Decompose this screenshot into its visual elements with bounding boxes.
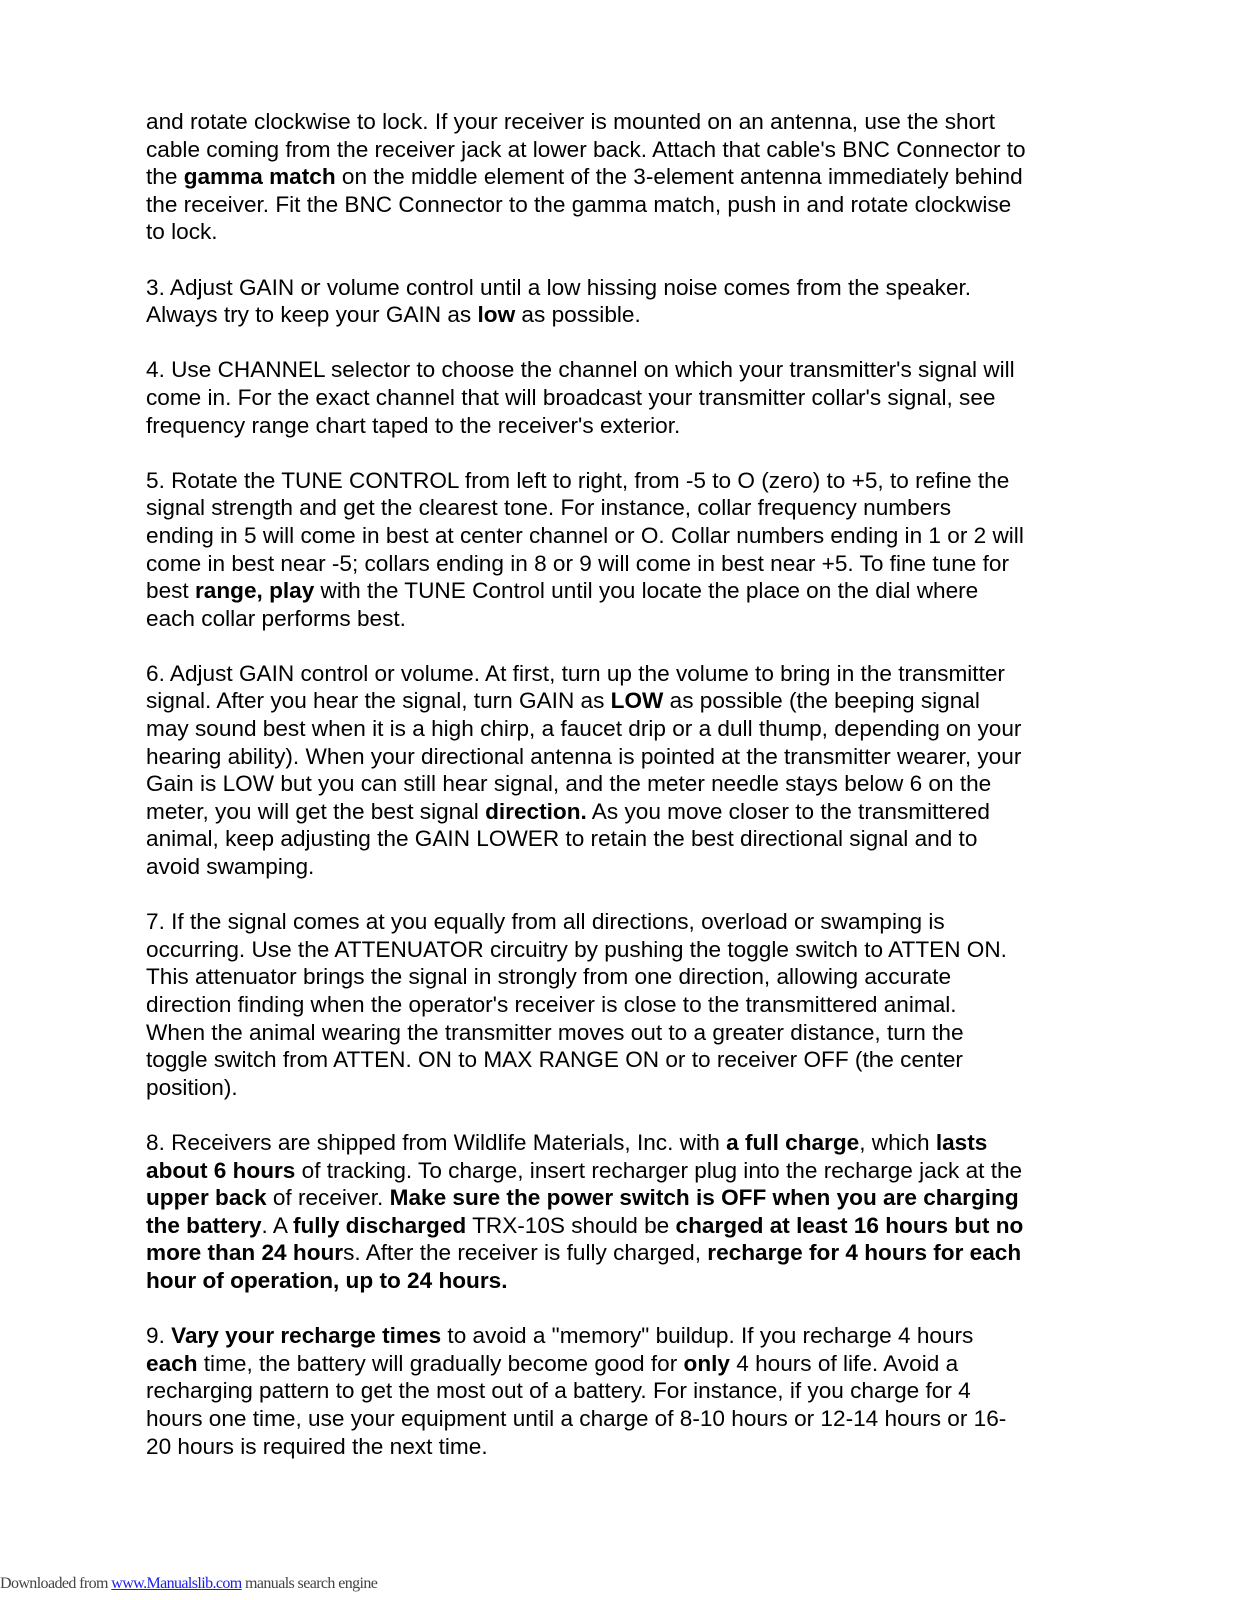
bold-text: Make sure the power switch is OFF when you are charging [389, 1185, 1019, 1211]
text-line [146, 218, 1096, 246]
text-run: of receiver. [266, 1185, 390, 1211]
paragraph-3 [146, 356, 1096, 439]
text-run: of tracking. To charge, insert recharger plug into the recharge jack at the [295, 1157, 1023, 1183]
text-run: 8. Receivers are shipped from Wildlife Materials, Inc. with [146, 1129, 727, 1155]
text-run: meter, you will get the best signal [146, 798, 486, 824]
bold-text: direction. [485, 798, 587, 824]
paragraph-4 [146, 467, 1096, 633]
manual-body-text [146, 108, 1096, 1460]
text-line [146, 1350, 1096, 1378]
bold-text: about 6 hours [146, 1157, 296, 1183]
bold-text: low [477, 302, 516, 328]
bold-text: gamma match [183, 164, 336, 190]
text-line [146, 191, 1096, 219]
text-line [146, 1046, 1096, 1074]
text-run: 4 hours of life. Avoid a [729, 1350, 959, 1376]
text-run: , which [859, 1129, 936, 1155]
text-line [146, 991, 1096, 1019]
text-run: This attenuator brings the signal in strongly from one direction, allowing accurate [146, 964, 952, 990]
text-line [146, 1239, 1096, 1267]
text-run: frequency range chart taped to the receiver's exterior. [146, 412, 681, 438]
text-line [146, 798, 1096, 826]
text-line [146, 715, 1096, 743]
text-line [146, 136, 1096, 164]
bold-text: lasts [935, 1129, 988, 1155]
download-footer [0, 1574, 377, 1594]
text-run: cable coming from the receiver jack at lower back. Attach that cable's BNC Connector to [146, 136, 1026, 162]
text-line [146, 1074, 1096, 1102]
text-line [146, 522, 1096, 550]
text-line [146, 1212, 1096, 1240]
text-run: the [146, 164, 184, 190]
text-run: As you move closer to the transmittered [586, 798, 990, 824]
text-run: Always try to keep your GAIN as [146, 302, 478, 328]
paragraph-1 [146, 108, 1096, 246]
bold-text: Vary your recharge times [171, 1323, 442, 1349]
text-run: 3. Adjust GAIN or volume control until a low hissing noise comes from the speaker. [146, 274, 972, 300]
bold-text: only [683, 1350, 730, 1376]
text-line [146, 1129, 1096, 1157]
text-run: s. After the receiver is fully charged, [343, 1240, 708, 1266]
footer-prefix: Downloaded from [0, 1575, 112, 1592]
manualslib-link[interactable]: www.Manualslib.com [111, 1575, 242, 1592]
bold-text: charged at least 16 hours but no [675, 1212, 1024, 1238]
text-run: hours one time, use your equipment until a charge of 8-10 hours or 12-14 hours or 16- [146, 1405, 1007, 1431]
text-run: When the animal wearing the transmitter moves out to a greater distance, turn the [146, 1019, 964, 1045]
text-run: signal. After you hear the signal, turn GAIN as [146, 688, 611, 714]
bold-text: hour of operation, up to 24 hours. [146, 1267, 508, 1293]
text-run: as possible. [515, 302, 641, 328]
text-line [146, 660, 1096, 688]
text-run: direction finding when the operator's receiver is close to the transmittered animal. [146, 992, 957, 1017]
text-line [146, 605, 1096, 633]
text-line [146, 1184, 1096, 1212]
bold-text: the battery [146, 1212, 262, 1238]
text-line [146, 577, 1096, 605]
text-line [146, 1019, 1096, 1047]
bold-text: LOW [610, 688, 664, 714]
bold-text: recharge for 4 hours for each [707, 1240, 1022, 1266]
paragraph-5 [146, 660, 1096, 881]
bold-text: upper back [146, 1185, 267, 1211]
text-line [146, 908, 1096, 936]
text-line [146, 963, 1096, 991]
text-run: recharging pattern to get the most out of a battery. For instance, if you charge for 4 [146, 1378, 971, 1404]
paragraph-2 [146, 274, 1096, 329]
text-line [146, 467, 1096, 495]
text-run: time, the battery will gradually become good for [197, 1350, 684, 1376]
text-line [146, 494, 1096, 522]
text-run: 20 hours is required the next time. [146, 1433, 488, 1459]
text-run: TRX-10S should be [466, 1212, 676, 1238]
text-run: hearing ability). When your directional antenna is pointed at the transmitter wearer, your [146, 743, 1022, 769]
text-run: with the TUNE Control until you locate the place on the dial where [314, 578, 979, 604]
text-line [146, 108, 1096, 136]
text-run: each collar performs best. [146, 605, 406, 631]
text-run: animal, keep adjusting the GAIN LOWER to retain the best directional signal and to [146, 826, 978, 852]
bold-text: each [146, 1350, 198, 1376]
text-line [146, 853, 1096, 881]
text-run: 5. Rotate the TUNE CONTROL from left to right, from -5 to O (zero) to +5, to refine the [146, 467, 1010, 493]
paragraph-6 [146, 908, 1096, 1101]
text-line [146, 770, 1096, 798]
text-run: and rotate clockwise to lock. If your receiver is mounted on an antenna, use the short [146, 109, 995, 134]
text-run: 7. If the signal comes at you equally from all directions, overload or swamping is [146, 909, 945, 935]
text-run: signal strength and get the clearest tone. For instance, collar frequency numbers [146, 495, 952, 521]
text-run: occurring. Use the ATTENUATOR circuitry by pushing the toggle switch to ATTEN ON. [146, 936, 1007, 962]
text-line [146, 936, 1096, 964]
text-line [146, 825, 1096, 853]
text-line [146, 384, 1096, 412]
text-run: best [146, 578, 195, 604]
text-line [146, 1267, 1096, 1295]
text-run: to lock. [146, 219, 218, 245]
text-line [146, 1377, 1096, 1405]
text-line [146, 412, 1096, 440]
bold-text: range, play [194, 578, 315, 604]
paragraph-8 [146, 1322, 1096, 1460]
text-run: 9. [146, 1323, 172, 1349]
footer-suffix: manuals search engine [241, 1575, 378, 1592]
text-run: 4. Use CHANNEL selector to choose the channel on which your transmitter's signal will [146, 357, 1015, 383]
bold-text: fully discharged [292, 1212, 467, 1238]
text-line [146, 550, 1096, 578]
text-run: as possible (the beeping signal [663, 688, 980, 714]
text-run: Gain is LOW but you can still hear signal, and the meter needle stays below 6 on the [146, 771, 992, 797]
text-run: the receiver. Fit the BNC Connector to the gamma match, push in and rotate clockwise [146, 191, 1012, 217]
text-run: 6. Adjust GAIN control or volume. At first, turn up the volume to bring in the transmitter [146, 660, 1005, 686]
text-run: ending in 5 will come in best at center channel or O. Collar numbers ending in 1 or 2 will [146, 522, 1024, 548]
paragraph-7 [146, 1129, 1096, 1295]
text-run: . A [261, 1212, 293, 1238]
text-line [146, 687, 1096, 715]
text-line [146, 743, 1096, 771]
bold-text: more than 24 hour [146, 1240, 344, 1266]
text-run: to avoid a "memory" buildup. If you recharge 4 hours [441, 1323, 974, 1349]
text-run: may sound best when it is a high chirp, a faucet drip or a dull thump, depending on your [146, 716, 1022, 742]
text-line [146, 1322, 1096, 1350]
bold-text: a full charge [726, 1129, 860, 1155]
text-line [146, 274, 1096, 302]
text-run: on the middle element of the 3-element antenna immediately behind [335, 164, 1023, 190]
text-line [146, 301, 1096, 329]
text-line [146, 163, 1096, 191]
text-line [146, 1405, 1096, 1433]
text-run: position). [146, 1074, 238, 1100]
text-run: toggle switch from ATTEN. ON to MAX RANGE ON or to receiver OFF (the center [146, 1047, 963, 1073]
text-line [146, 356, 1096, 384]
text-run: come in. For the exact channel that will broadcast your transmitter collar's signal, see [146, 384, 996, 410]
text-run: come in best near -5; collars ending in 8 or 9 will come in best near +5. To fine tune for [146, 550, 1010, 576]
text-run: avoid swamping. [146, 854, 315, 880]
text-line [146, 1157, 1096, 1185]
text-line [146, 1433, 1096, 1461]
